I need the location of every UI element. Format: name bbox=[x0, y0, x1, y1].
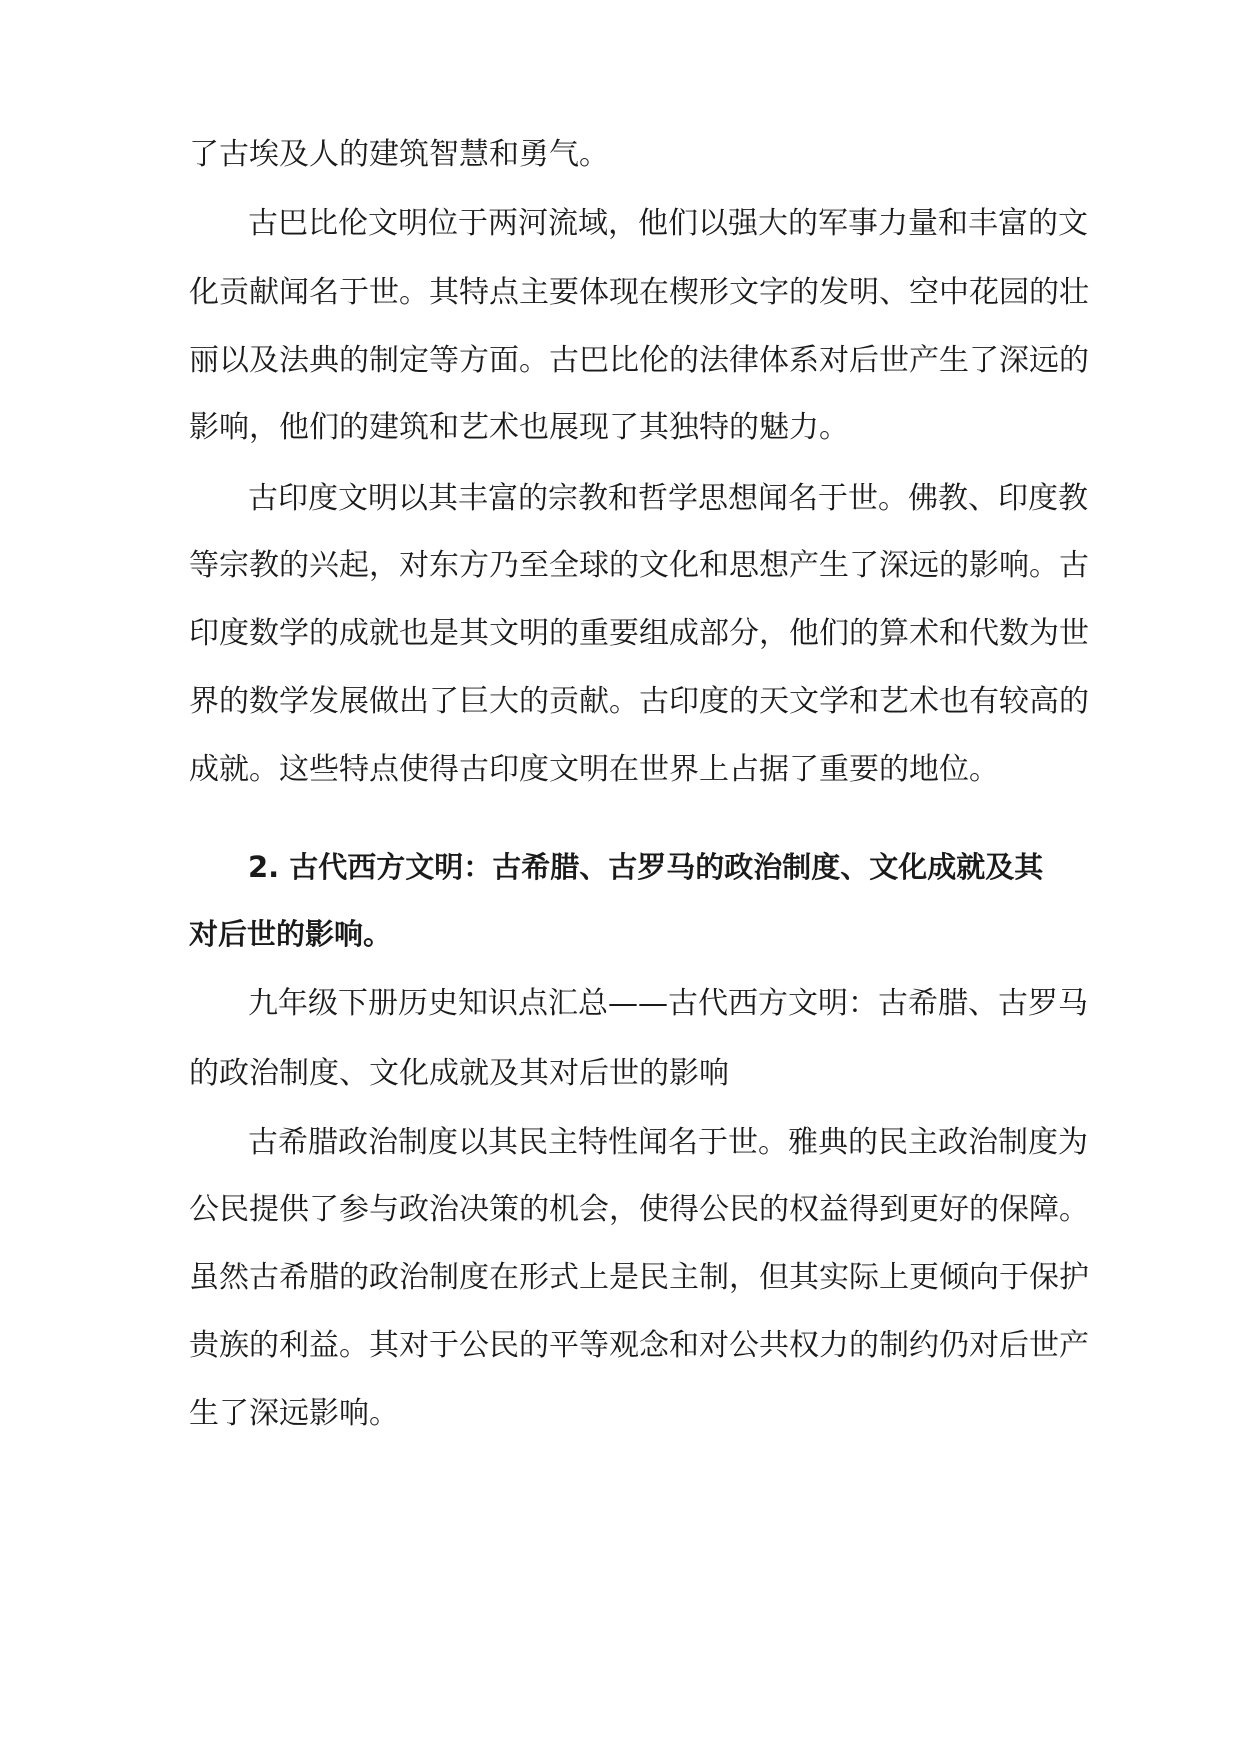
section-heading: 2. 古代西方文明：古希腊、古罗马的政治制度、文化成就及其 bbox=[248, 850, 1044, 884]
paragraph-line: 化贡献闻名于世。其特点主要体现在楔形文字的发明、空中花园的壮 bbox=[189, 275, 1089, 310]
paragraph-line: 虽然古希腊的政治制度在形式上是民主制，但其实际上更倾向于保护 bbox=[189, 1260, 1089, 1295]
paragraph-line: 的政治制度、文化成就及其对后世的影响 bbox=[189, 1056, 729, 1091]
paragraph-line: 古巴比伦文明位于两河流域，他们以强大的军事力量和丰富的文 bbox=[248, 206, 1088, 241]
paragraph-line: 等宗教的兴起，对东方乃至全球的文化和思想产生了深远的影响。古 bbox=[189, 548, 1089, 583]
paragraph-line: 贵族的利益。其对于公民的平等观念和对公共权力的制约仍对后世产 bbox=[189, 1328, 1089, 1363]
paragraph-line: 了古埃及人的建筑智慧和勇气。 bbox=[189, 137, 609, 172]
paragraph-line: 成就。这些特点使得古印度文明在世界上占据了重要的地位。 bbox=[189, 752, 999, 787]
paragraph-line: 九年级下册历史知识点汇总——古代西方文明：古希腊、古罗马 bbox=[248, 986, 1088, 1021]
section-heading: 对后世的影响。 bbox=[189, 917, 393, 951]
paragraph-line: 古希腊政治制度以其民主特性闻名于世。雅典的民主政治制度为 bbox=[248, 1125, 1088, 1160]
paragraph-line: 印度数学的成就也是其文明的重要组成部分，他们的算术和代数为世 bbox=[189, 616, 1089, 651]
paragraph-line: 丽以及法典的制定等方面。古巴比伦的法律体系对后世产生了深远的 bbox=[189, 343, 1089, 378]
paragraph-line: 界的数学发展做出了巨大的贡献。古印度的天文学和艺术也有较高的 bbox=[189, 684, 1089, 719]
paragraph-line: 影响，他们的建筑和艺术也展现了其独特的魅力。 bbox=[189, 410, 849, 445]
paragraph-line: 生了深远影响。 bbox=[189, 1396, 399, 1431]
paragraph-line: 古印度文明以其丰富的宗教和哲学思想闻名于世。佛教、印度教 bbox=[248, 481, 1088, 516]
paragraph-line: 公民提供了参与政治决策的机会，使得公民的权益得到更好的保障。 bbox=[189, 1192, 1089, 1227]
